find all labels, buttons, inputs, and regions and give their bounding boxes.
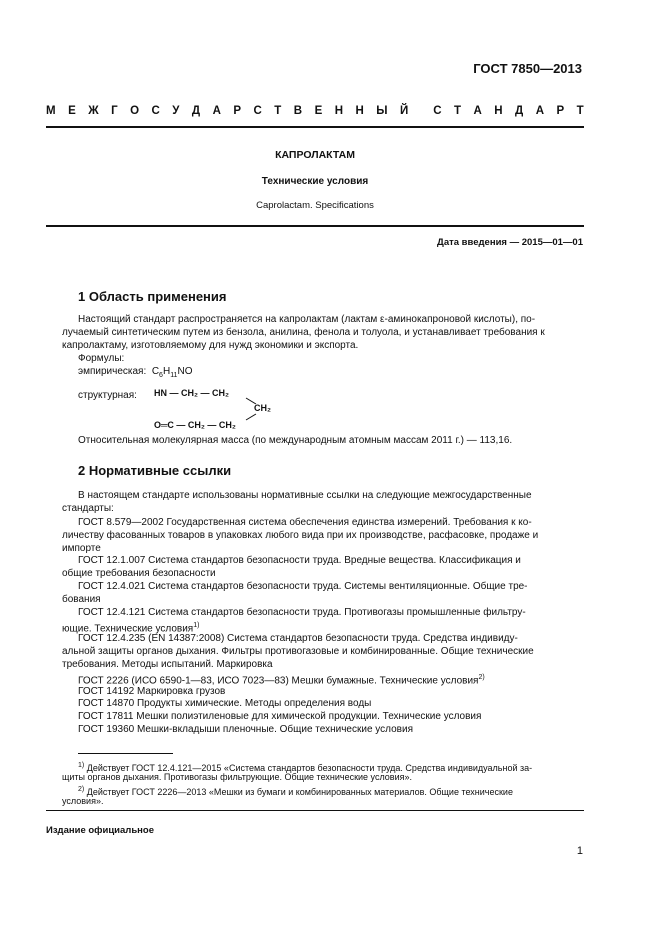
header-rule [46, 126, 584, 128]
banner-letter: А [212, 105, 221, 117]
banner-letter: Е [68, 105, 76, 117]
structural-label: структурная: [78, 390, 137, 401]
banner-letter: С [253, 105, 262, 117]
empirical-c: C [151, 366, 160, 377]
reference-line [62, 530, 538, 543]
empirical-rest: NO [177, 366, 193, 377]
formulas-label: Формулы: [78, 353, 125, 364]
footnote-marker: 2) [478, 674, 485, 681]
reference-text: бования [62, 594, 101, 605]
reference-line [78, 698, 371, 711]
section-2-intro-line: В настоящем стандарте использованы нормативные ссылки на следующие межгосударственные [78, 490, 532, 501]
section-2-heading: 2 Нормативные ссылки [78, 463, 232, 478]
reference-text: ГОСТ 14870 Продукты химические. Методы определения воды [78, 698, 372, 709]
struct-right-group: CH₂ [254, 403, 271, 413]
reference-line [78, 555, 521, 568]
banner-letter: Д [515, 105, 524, 117]
title-rule [46, 225, 584, 227]
banner-letter: Т [453, 105, 462, 117]
page-number: 1 [576, 845, 583, 857]
struct-top-chain: HN — CH₂ — CH₂ [154, 388, 229, 398]
reference-line [78, 711, 481, 724]
banner-letter: Н [494, 105, 503, 117]
reference-line [62, 594, 101, 607]
banner-letter: О [130, 105, 140, 117]
footnote-line: щиты органов дыхания. Противогазы фильтрующие. Общие технические условия». [62, 772, 412, 782]
interstate-standard-banner [46, 105, 584, 117]
banner-letter: Т [576, 105, 584, 117]
reference-text: ГОСТ 19360 Мешки-вкладыши пленочные. Общие технические условия [78, 724, 413, 735]
official-edition: Издание официальное [46, 825, 154, 836]
reference-text: ющие. Технические условия [62, 623, 194, 635]
document-code: ГОСТ 7850—2013 [473, 61, 582, 76]
reference-text: ГОСТ 2226 (ИСО 6590-1—83, ИСО 7023—83) Мешки бумажные. Технические условия [78, 675, 479, 687]
empirical-label: эмпирическая: [78, 366, 147, 377]
reference-line [78, 633, 518, 646]
banner-letter: Ж [88, 105, 99, 117]
reference-line [62, 659, 273, 672]
empirical-c-sub: 6 [159, 372, 163, 379]
reference-line [62, 568, 216, 581]
bottom-rule [46, 810, 584, 811]
reference-text: ГОСТ 12.4.121 Система стандартов безопасности труда. Противогазы промышленные фильтру- [78, 607, 526, 618]
molar-mass: Относительная молекулярная масса (по международным атомным массам 2011 г.) — 113,16. [78, 435, 513, 446]
empirical-h-sub: 11 [170, 372, 178, 379]
reference-line [78, 517, 532, 530]
footnote-text: Действует ГОСТ 2226—2013 «Мешки из бумаги и комбинированных материалов. Общие технические [86, 787, 513, 797]
reference-text: ГОСТ 17811 Мешки полиэтиленовые для химической продукции. Технические условия [78, 711, 482, 722]
footnote-text: Действует ГОСТ 12.4.121—2015 «Система стандартов безопасности труда. Средства индивидуальной за- [86, 763, 533, 773]
reference-line [62, 646, 534, 659]
footnote-mark: 1) [78, 762, 85, 769]
english-title: Caprolactam. Specifications [256, 200, 374, 211]
banner-letter: Ы [376, 105, 388, 117]
banner-letter: Й [400, 105, 409, 117]
reference-line [78, 581, 528, 594]
footnote-line: условия». [62, 796, 104, 806]
reference-line [78, 686, 225, 699]
banner-letter: В [293, 105, 303, 117]
banner-letter: Д [191, 105, 201, 117]
structural-formula [150, 384, 290, 432]
reference-line [78, 607, 526, 620]
reference-text: импорте [62, 543, 101, 554]
empirical-formula [78, 366, 192, 383]
footnote-rule [78, 753, 173, 754]
banner-letter: А [473, 105, 482, 117]
banner-letter: У [172, 105, 180, 117]
banner-letter: Н [334, 105, 344, 117]
reference-text: требования. Методы испытаний. Маркировка [62, 659, 273, 670]
banner-letter: Е [314, 105, 323, 117]
section-1-para-line: Настоящий стандарт распространяется на капролактам (лактам ε-аминокапроновой кислоты), по- [78, 314, 536, 325]
reference-line [62, 543, 101, 556]
banner-letter: Р [556, 105, 565, 117]
struct-bottom-chain: O═C — CH₂ — CH₂ [154, 420, 236, 430]
section-1-para-line: капролактаму, изготовляемому для нужд экономики и экспорта. [62, 340, 359, 351]
footnote-marker: 1) [193, 622, 200, 629]
banner-letter: Т [274, 105, 282, 117]
banner-letter: М [46, 105, 56, 117]
banner-letter: Р [233, 105, 242, 117]
section-1-heading: 1 Область применения [78, 289, 227, 304]
banner-letter: А [535, 105, 545, 117]
reference-text: ГОСТ 12.4.235 (EN 14387:2008) Система стандартов безопасности труда. Средства индивиду- [78, 633, 518, 644]
reference-text: личеству фасованных товаров в упаковках любого вида при их производстве, расфасовке, продаже и [62, 530, 539, 541]
reference-text: ГОСТ 14192 Маркировка грузов [78, 686, 226, 697]
banner-letter: Н [355, 105, 364, 117]
reference-text: альной защиты органов дыхания. Фильтры противогазовые и комбинированные. Общие технические [62, 646, 534, 657]
banner-letter: С [433, 105, 442, 117]
reference-text: ГОСТ 12.1.007 Система стандартов безопасности труда. Вредные вещества. Классификация и [78, 555, 521, 566]
section-1-para-line: лучаемый синтетическим путем из бензола, анилина, фенола и толуола, и устанавливает требования к [62, 327, 545, 338]
reference-text: общие требования безопасности [62, 568, 216, 579]
section-2-intro-line: стандарты: [62, 503, 114, 514]
introduction-date: Дата введения — 2015—01—01 [437, 237, 583, 248]
footnote-mark: 2) [78, 786, 85, 793]
document-subtitle: Технические условия [261, 176, 369, 187]
reference-text: ГОСТ 12.4.021 Система стандартов безопасности труда. Системы вентиляционные. Общие тре- [78, 581, 528, 592]
banner-letter: С [151, 105, 160, 117]
reference-text: ГОСТ 8.579—2002 Государственная система обеспечения единства измерений. Требования к ко- [78, 517, 532, 528]
empirical-h: H [162, 366, 171, 377]
reference-line [78, 724, 413, 737]
banner-letter: Г [111, 105, 118, 117]
document-title: КАПРОЛАКТАМ [275, 149, 355, 161]
